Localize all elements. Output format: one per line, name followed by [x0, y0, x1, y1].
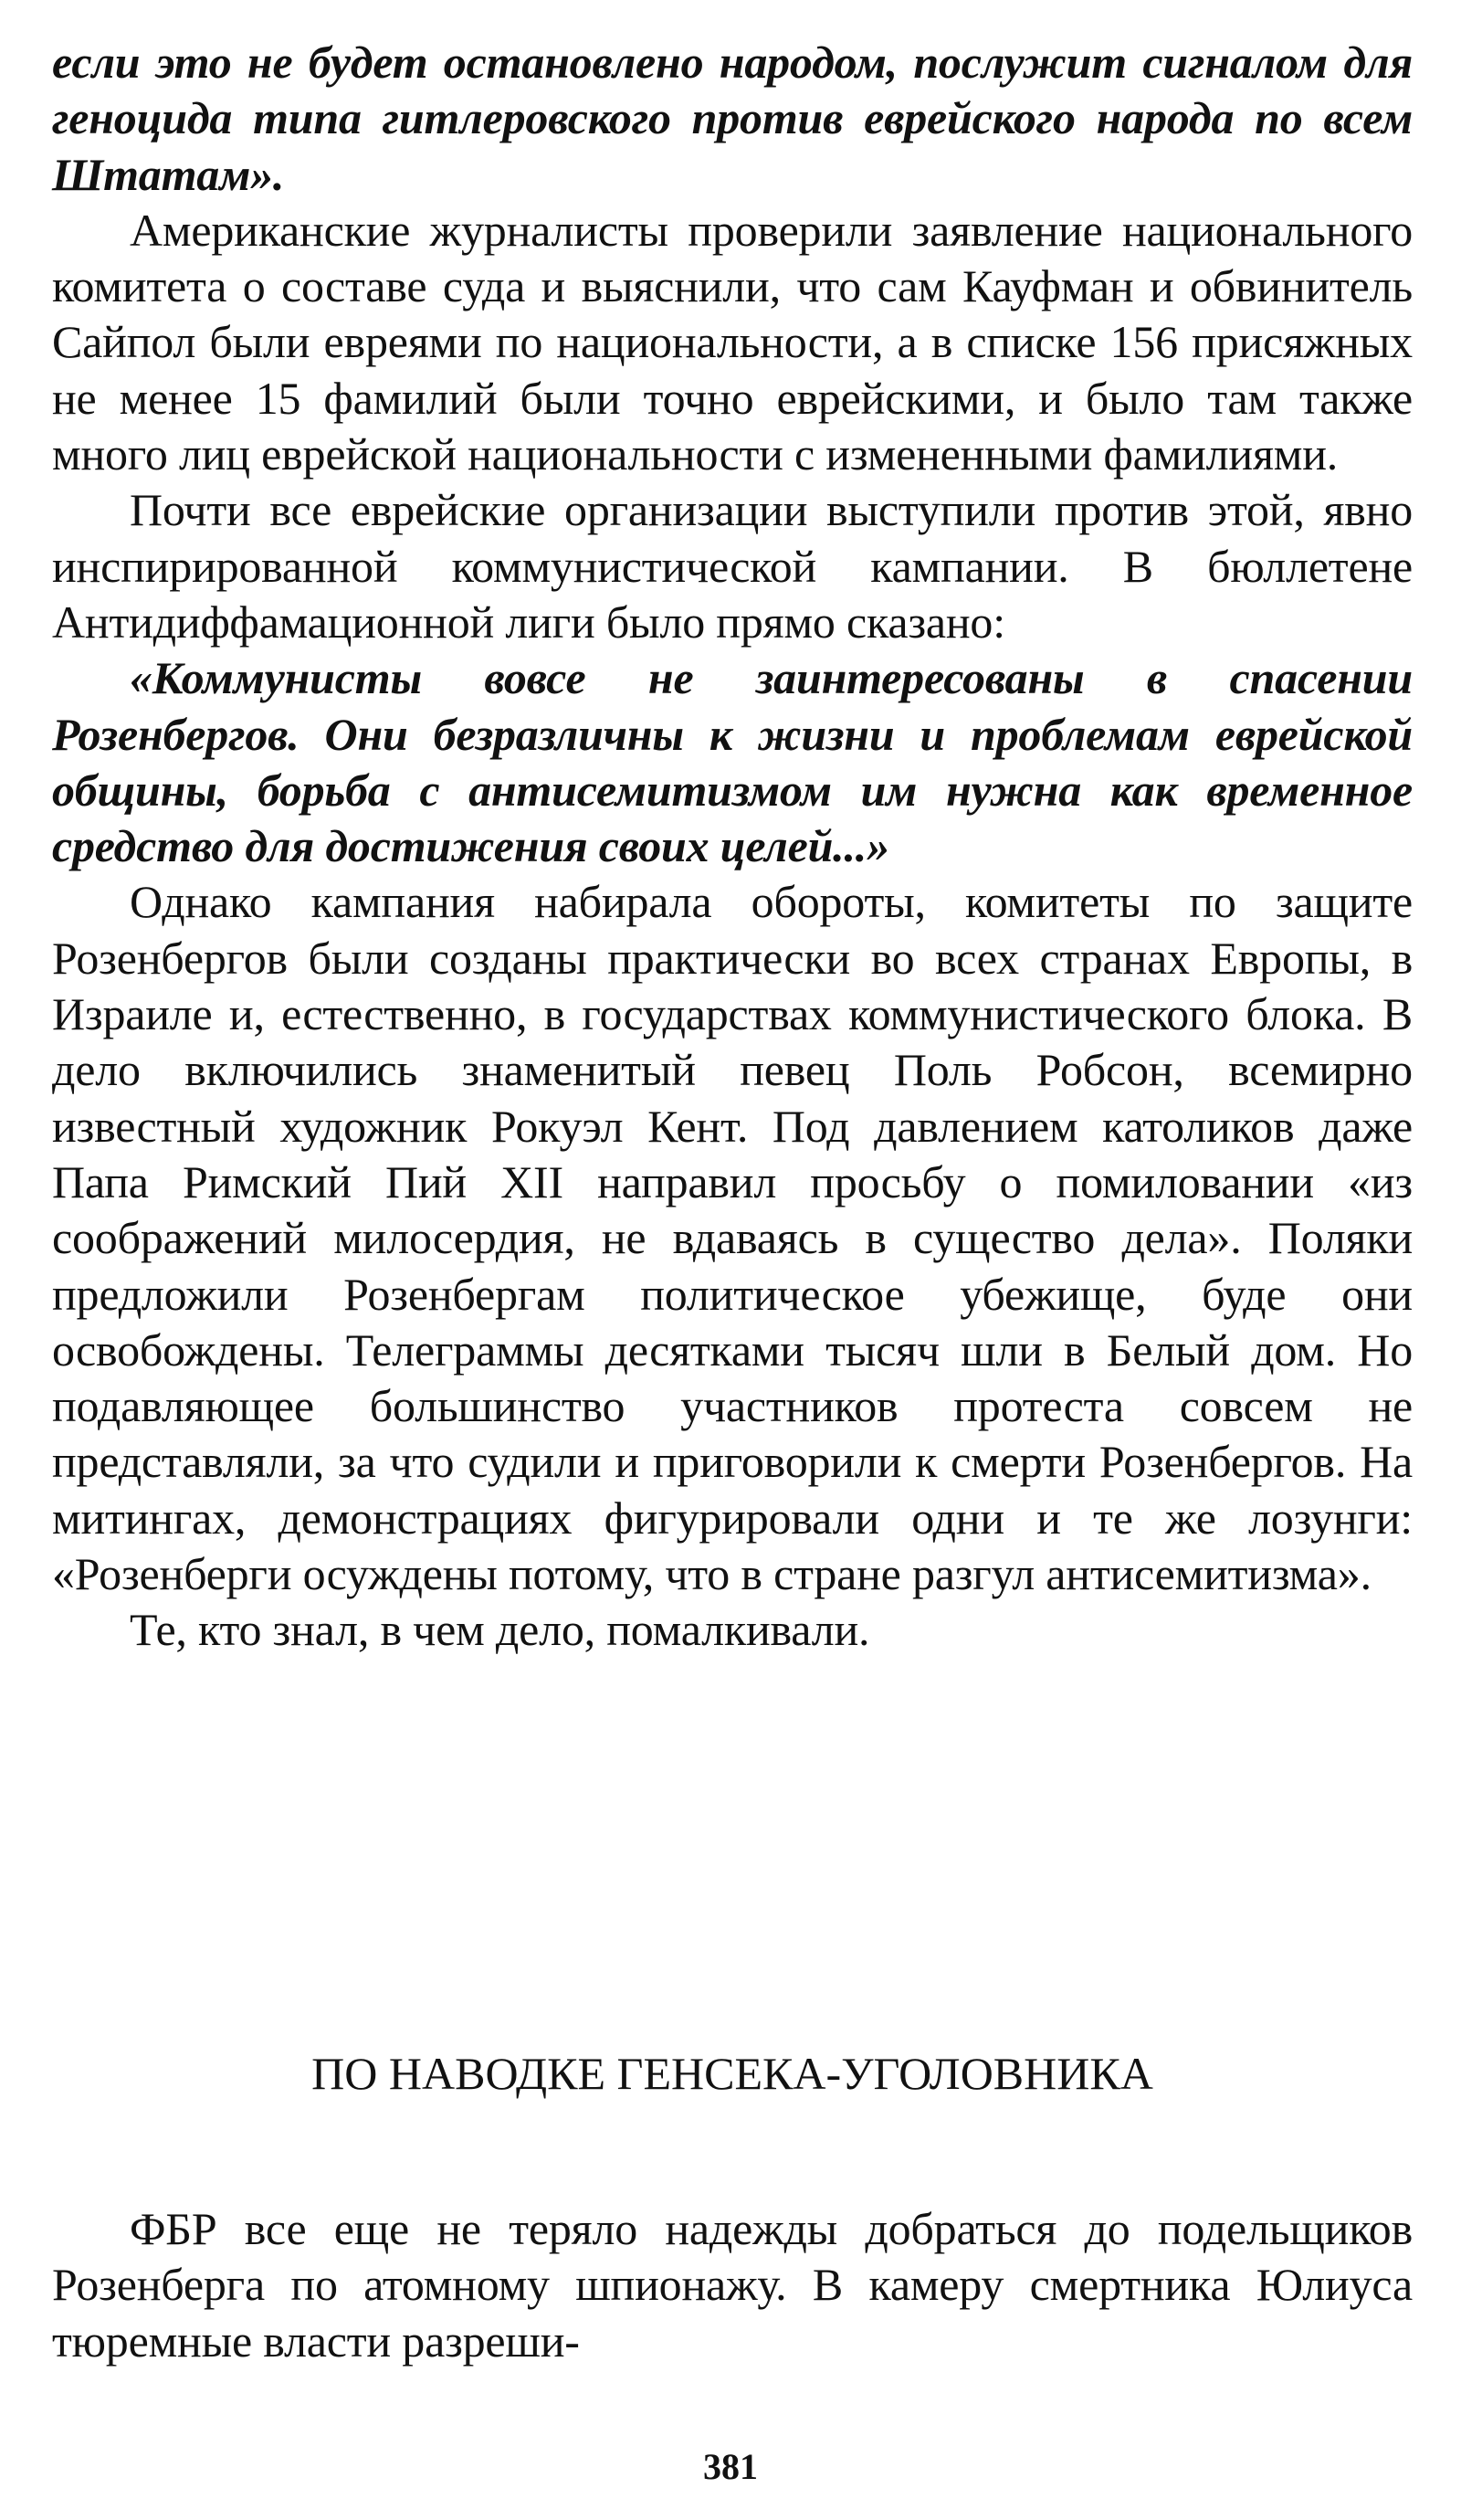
page-number: 381 [703, 2446, 758, 2487]
paragraph-journalists: Американские журналисты проверили заявление национального комитета о составе суда и выяснили, что сам Кауфман и обвинитель Сайпол были евреями по национальности, а в списке 156 присяжных не менее 15 фамилий были точно еврейскими, и было там также много лиц еврейской национальности с измененными фамилиями. [52, 204, 1413, 480]
italic-continuation-paragraph: если это не будет остановлено народом, послужит сигналом для геноцида типа гитлеровского против еврейского народа по всем Штатам». [52, 37, 1413, 200]
paragraph-fbi: ФБР все еще не теряло надежды добраться до подельщиков Розенберга по атомному шпионажу. В камеру смертника Юлиуса тюремные власти разреши- [52, 2203, 1413, 2367]
paragraph-campaign: Однако кампания набирала обороты, комитеты по защите Розенбергов были созданы практически во всех странах Европы, в Израиле и, естественно, в государствах коммунистического блока. В дело включились знаменитый певец Поль Робсон, всемирно известный художник Рокуэл Кент. Под давлением католиков даже Папа Римский Пий XII направил просьбу о помиловании «из соображений милосердия, не вдаваясь в существо дела». Поляки предложили Розенбергам политическое убежище, буде они освобождены. Телеграммы десятками тысяч шли в Белый дом. Но подавляющее большинство участников протеста совсем не представляли, за что судили и приговорили к смерти Розенбергов. На митингах, демонстрациях фигурировали одни и те же лозунги: «Розенберги осуждены потому, что в стране разгул антисемитизма». [52, 876, 1413, 1600]
page-body [52, 35, 1413, 1659]
section-body [52, 2201, 1413, 2369]
paragraph-organizations: Почти все еврейские организации выступили против этой, явно инспирированной коммунистической кампании. В бюллетене Антидиффамационной лиги было прямо сказано: [52, 484, 1413, 648]
italic-quote-paragraph: «Коммунисты вовсе не заинтересованы в спасении Розенбергов. Они безразличны к жизни и проблемам еврейской общины, борьба с антисемитизмом им нужна как временное средство для достижения своих целей...» [52, 652, 1413, 872]
section-heading: ПО НАВОДКЕ ГЕНСЕКА-УГОЛОВНИКА [311, 2048, 1153, 2099]
paragraph-silence: Те, кто знал, в чем дело, помалкивали. [130, 1604, 870, 1656]
